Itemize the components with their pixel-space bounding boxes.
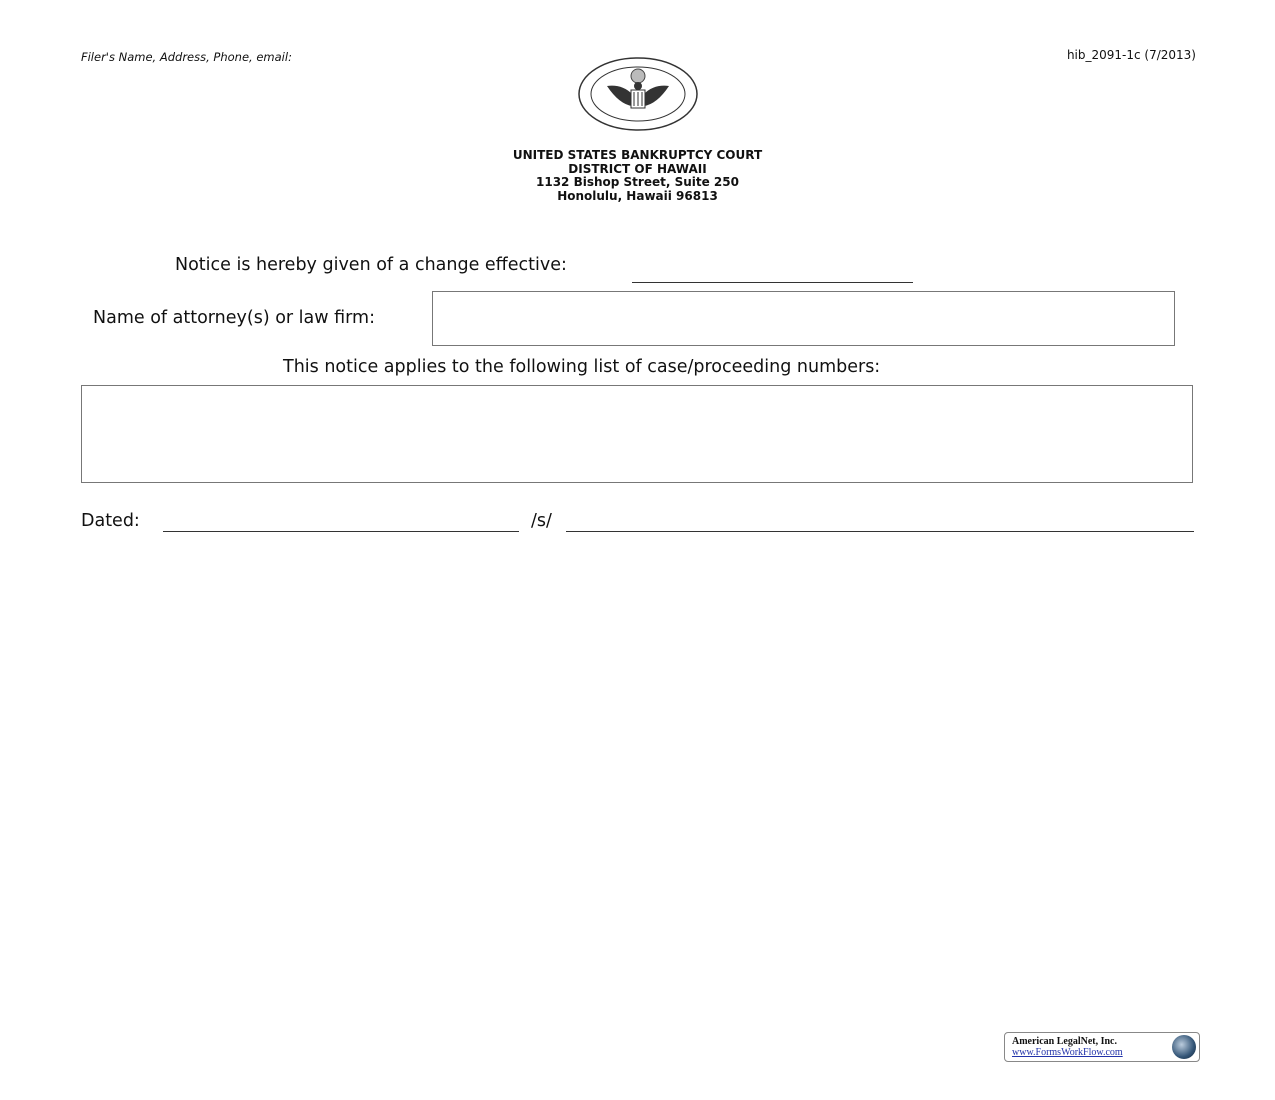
effective-date-field[interactable]: [632, 282, 913, 283]
court-street: 1132 Bishop Street, Suite 250: [536, 175, 739, 189]
court-address: [0, 149, 1275, 203]
court-seal-icon: [577, 56, 699, 132]
court-district: DISTRICT OF HAWAII: [568, 161, 707, 176]
dated-label: Dated:: [81, 511, 140, 531]
court-city: Honolulu, Hawaii 96813: [557, 188, 718, 203]
signature-field[interactable]: [566, 531, 1194, 532]
logo-url-link[interactable]: www.FormsWorkFlow.com: [1012, 1047, 1123, 1058]
form-number: hib_2091-1c (7/2013): [1066, 48, 1196, 62]
cases-field[interactable]: [81, 385, 1193, 483]
attorney-field[interactable]: [432, 291, 1175, 346]
cases-label: This notice applies to the following list of case/proceeding numbers:: [283, 357, 881, 377]
attorney-label: Name of attorney(s) or law firm:: [93, 308, 375, 328]
legalnet-logo[interactable]: [1004, 1032, 1200, 1062]
court-name: UNITED STATES BANKRUPTCY COURT: [512, 148, 763, 162]
filer-info-label: Filer's Name, Address, Phone, email:: [81, 50, 292, 64]
dated-field[interactable]: [163, 531, 519, 532]
signature-label: /s/: [531, 511, 552, 531]
globe-icon: [1172, 1035, 1196, 1059]
logo-company: American LegalNet, Inc.: [1012, 1036, 1117, 1047]
effective-date-label: Notice is hereby given of a change effective:: [175, 255, 567, 275]
